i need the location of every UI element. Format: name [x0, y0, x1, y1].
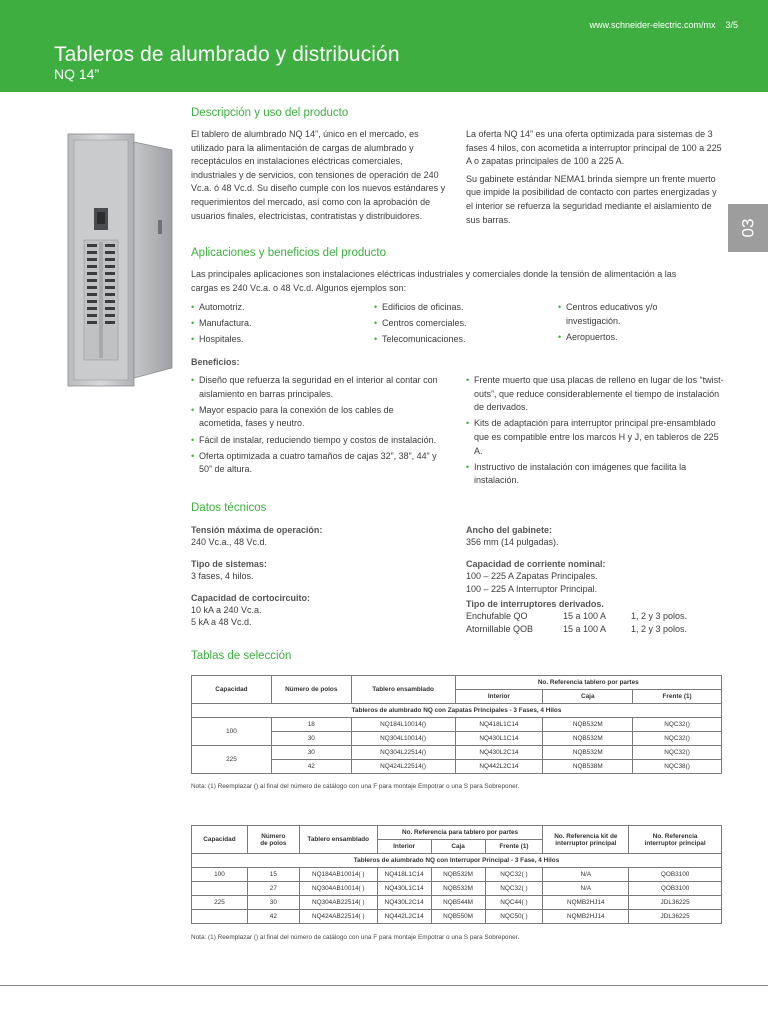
selection-table-interruptor — [191, 825, 722, 924]
section-heading-tablas: Tablas de selección — [191, 650, 292, 662]
table-row — [192, 896, 722, 910]
cell-capacidad: 100 — [192, 868, 248, 882]
list-item: • Manufactura. — [191, 317, 361, 331]
cell-polos: 30 — [271, 732, 351, 746]
table-row — [192, 868, 722, 882]
cell-polos: 30 — [247, 896, 299, 910]
descripcion-right-text — [466, 128, 724, 227]
cell-interior: NQ418L1C14 — [455, 718, 543, 732]
col-header-frente: Frente (1) — [485, 840, 543, 854]
col-header-ensamblado: Tablero ensamblado — [351, 676, 455, 704]
corriente-label: Capacidad de corriente nominal: — [466, 558, 606, 569]
page-subtitle: NQ 14” — [54, 66, 100, 82]
derivado-rango: 15 a 100 A — [563, 623, 607, 634]
cell-caja: NQB550M — [431, 910, 485, 924]
cell-caja: NQB532M — [431, 868, 485, 882]
cell-frente: NQC32() — [633, 746, 722, 760]
cell-ensamblado: NQ304L22514() — [351, 746, 455, 760]
table-caption: Tableros de alumbrado NQ con Interrupor Principal - 3 Fase, 4 Hilos — [192, 854, 722, 868]
section-heading-datos: Datos técnicos — [191, 502, 267, 514]
table-note-2: Nota: (1) Reemplazar () al final del número de catálogo con una F para montaje Empotrar o una S para Sobreponer. — [191, 934, 520, 941]
beneficios-list-right — [466, 374, 724, 491]
list-item: • Automotriz. — [191, 301, 361, 315]
aplicaciones-intro: Las principales aplicaciones son instalaciones eléctricas industriales y comerciales donde la tensión de alimentación a las cargas es 240 Vc.a. o 48 Vc.d. Algunos ejemplos son: — [191, 269, 677, 293]
table-note-1: Nota: (1) Reemplazar () al final del número de catálogo con una F para montaje Empotrar o una S para Sobreponer. — [191, 783, 520, 790]
cortocircuito-label: Capacidad de cortocircuito: — [191, 592, 311, 603]
col-header-polos — [247, 826, 299, 854]
col-header-polos-line-2: de polos — [260, 839, 287, 847]
cell-frente: NQC32() — [633, 718, 722, 732]
cell-interior: NQ442L2C14 — [377, 910, 431, 924]
list-item: • Fácil de instalar, reduciendo tiempo y costos de instalación. — [191, 434, 439, 448]
derivado-row — [466, 623, 726, 635]
descripcion-right-paragraph-1: La oferta NQ 14” es una oferta optimizada para sistemas de 3 fases 4 hilos, con acometida a interruptor principal de 100 a 225 A o zapatas principales de 100 a 225 A. — [466, 129, 722, 167]
selection-table-zapatas — [191, 675, 722, 774]
table-row — [192, 910, 722, 924]
cell-interior: NQ418L1C14 — [377, 868, 431, 882]
col-header-group: No. Referencia para tablero por partes — [377, 826, 543, 840]
cell-capacidad: 225 — [192, 746, 272, 774]
section-heading-descripcion: Descripción y uso del producto — [191, 107, 349, 119]
col-header-caja: Caja — [543, 690, 633, 704]
cell-kit: N/A — [543, 882, 629, 896]
cell-ref: JDL36225 — [629, 910, 722, 924]
cell-interior: NQ430L1C14 — [455, 732, 543, 746]
cell-caja: NQB532M — [543, 732, 633, 746]
derivado-polos: 1, 2 y 3 polos. — [631, 623, 688, 634]
col-header-ref-line-1: No. Referencia — [652, 832, 698, 840]
cell-capacidad: 225 — [192, 896, 248, 910]
aplicaciones-list-3 — [558, 301, 708, 347]
col-header-ref-line-2: interruptor principal — [644, 839, 706, 847]
cell-interior: NQ442L2C14 — [455, 760, 543, 774]
list-item: • Centros educativos y/o investigación. — [558, 301, 708, 328]
cell-ensamblado: NQ304AB10014( ) — [299, 882, 377, 896]
cell-caja: NQB532M — [543, 718, 633, 732]
cell-kit: NQMB2HJ14 — [543, 896, 629, 910]
cell-polos: 18 — [271, 718, 351, 732]
col-header-interior: Interior — [455, 690, 543, 704]
cell-ensamblado: NQ304AB22514( ) — [299, 896, 377, 910]
cell-polos: 30 — [271, 746, 351, 760]
list-item: • Kits de adaptación para interruptor principal pre-ensamblado que es compatible entre los marcos H y J, en tableros de 225 A. — [466, 417, 724, 458]
list-item: • Instructivo de instalación con imágenes que facilita la instalación. — [466, 461, 724, 488]
cell-polos: 42 — [247, 910, 299, 924]
cell-caja: NQB532M — [431, 882, 485, 896]
beneficios-label: Beneficios: — [191, 357, 240, 367]
list-item: • Mayor espacio para la conexión de los cables de acometida, fases y neutro. — [191, 404, 439, 431]
ancho-label: Ancho del gabinete: — [466, 525, 553, 535]
aplicaciones-list-1 — [191, 301, 361, 350]
list-item: • Frente muerto que usa placas de relleno en lugar de los “twist-outs”, que reduce considerablemente el tiempo de instalación de derivados. — [466, 374, 724, 415]
tension-value: 240 Vc.a., 48 Vc.d. — [191, 537, 268, 548]
website-link[interactable]: www.schneider-electric.com/mx — [589, 20, 716, 30]
col-header-capacidad: Capacidad — [192, 826, 248, 854]
descripcion-right-paragraph-2: Su gabinete estándar NEMA1 brinda siempre un frente muerto que impide la posibilidad de contacto con partes energizadas y el interior se refuerza la seguridad mediante el aislamiento de sus barras. — [466, 173, 717, 225]
cell-interior: NQ430L1C14 — [377, 882, 431, 896]
derivados-label: Tipo de interruptores derivados. — [466, 599, 604, 610]
col-header-kit-line-2: interruptor principal — [555, 839, 617, 847]
cell-caja: NQB538M — [543, 760, 633, 774]
sistemas-label: Tipo de sistemas: — [191, 558, 267, 569]
tension-label: Tensión máxima de operación: — [191, 525, 323, 535]
cell-frente: NQC32( ) — [485, 868, 543, 882]
header-site-info — [589, 20, 738, 30]
derivado-polos: 1, 2 y 3 polos. — [631, 611, 688, 622]
table-row — [192, 746, 722, 760]
cell-ref: JDL36225 — [629, 896, 722, 910]
col-header-ensamblado: Tablero ensamblado — [299, 826, 377, 854]
page-number: 3/5 — [725, 20, 738, 30]
panelboard-product-image — [54, 128, 176, 390]
table-caption: Tableros de alumbrado NQ con Zapatas Principales - 3 Fases, 4 Hilos — [192, 704, 722, 718]
descripcion-left-text — [191, 128, 447, 223]
derivado-rango: 15 a 100 A — [563, 611, 607, 622]
col-header-group: No. Referencia tablero por partes — [455, 676, 722, 690]
col-header-ref — [629, 826, 722, 854]
cell-frente: NQC32( ) — [485, 882, 543, 896]
descripcion-paragraph: El tablero de alumbrado NQ 14”, único en el mercado, es utilizado para la alimentación de cargas de alumbrado y receptáculos en instalaciones eléctricas comerciales, industriales y de servicios, con tensiones de operación de 240 Vc.a. ó 48 Vc.d. Su diseño cumple con los nuevos estándares y requerimientos del mercado, así como con la aprobación de usuarios finales, electricistas, contratistas y distribuidores. — [191, 129, 446, 221]
section-heading-aplicaciones: Aplicaciones y beneficios del producto — [191, 247, 386, 259]
cell-polos: 15 — [247, 868, 299, 882]
col-header-interior: Interior — [377, 840, 431, 854]
cortocircuito-value-2: 5 kA a 48 Vc.d. — [191, 617, 252, 628]
derivado-tipo: Atornillable QOB — [466, 623, 534, 634]
cell-ensamblado: NQ184AB10014( ) — [299, 868, 377, 882]
chapter-tab — [728, 204, 768, 252]
corriente-value-2: 100 – 225 A Interruptor Principal. — [466, 583, 598, 594]
col-header-caja: Caja — [431, 840, 485, 854]
list-item: • Edificios de oficinas. — [374, 301, 544, 315]
cell-polos: 42 — [271, 760, 351, 774]
cell-interior: NQ430L2C14 — [377, 896, 431, 910]
ancho-value: 356 mm (14 pulgadas). — [466, 537, 559, 548]
chapter-tab-label: 03 — [737, 218, 757, 238]
list-item: • Oferta optimizada a cuatro tamaños de cajas 32”, 38”, 44” y 50” de altura. — [191, 450, 439, 477]
cell-capacidad: 100 — [192, 718, 272, 746]
cell-capacidad — [192, 910, 248, 924]
cell-frente: NQC38() — [633, 760, 722, 774]
cell-caja: NQB544M — [431, 896, 485, 910]
table-row — [192, 718, 722, 732]
cell-ensamblado: NQ184L10014() — [351, 718, 455, 732]
page-header — [0, 0, 768, 92]
cell-polos: 27 — [247, 882, 299, 896]
col-header-frente: Frente (1) — [633, 690, 722, 704]
aplicaciones-list-2 — [374, 301, 544, 350]
datos-left — [191, 524, 441, 638]
cell-ref: QOB3100 — [629, 882, 722, 896]
table-row — [192, 732, 722, 746]
list-item: • Centros comerciales. — [374, 317, 544, 331]
cortocircuito-value-1: 10 kA a 240 Vc.a. — [191, 605, 262, 616]
cell-capacidad — [192, 882, 248, 896]
list-item: • Telecomunicaciones. — [374, 333, 544, 347]
list-item: • Aeropuertos. — [558, 331, 708, 345]
cell-frente: NQC44( ) — [485, 896, 543, 910]
cell-frente: NQC50( ) — [485, 910, 543, 924]
sistemas-value: 3 fases, 4 hilos. — [191, 571, 254, 582]
cell-frente: NQC32() — [633, 732, 722, 746]
corriente-value-1: 100 – 225 A Zapatas Principales. — [466, 571, 598, 582]
datos-right — [466, 524, 726, 644]
list-item: • Hospitales. — [191, 333, 361, 347]
footer-divider — [0, 985, 768, 986]
cell-kit: NQMB2HJ14 — [543, 910, 629, 924]
derivado-tipo: Enchufable QO — [466, 611, 528, 622]
table-row — [192, 882, 722, 896]
col-header-capacidad: Capacidad — [192, 676, 272, 704]
col-header-polos: Número de polos — [271, 676, 351, 704]
col-header-kit — [543, 826, 629, 854]
cell-caja: NQB532M — [543, 746, 633, 760]
table-row — [192, 760, 722, 774]
derivado-row — [466, 610, 726, 622]
cell-ref: QOB3100 — [629, 868, 722, 882]
beneficios-list-left — [191, 374, 439, 480]
cell-ensamblado: NQ424L22514() — [351, 760, 455, 774]
col-header-polos-line-1: Número — [261, 832, 286, 840]
cell-ensamblado: NQ304L10014() — [351, 732, 455, 746]
cell-interior: NQ430L2C14 — [455, 746, 543, 760]
list-item: • Diseño que refuerza la seguridad en el interior al contar con aislamiento en barras principales. — [191, 374, 439, 401]
cell-kit: N/A — [543, 868, 629, 882]
page-title: Tableros de alumbrado y distribución — [54, 43, 400, 66]
col-header-kit-line-1: No. Referencia kit de — [554, 832, 618, 840]
cell-ensamblado: NQ424AB22514( ) — [299, 910, 377, 924]
